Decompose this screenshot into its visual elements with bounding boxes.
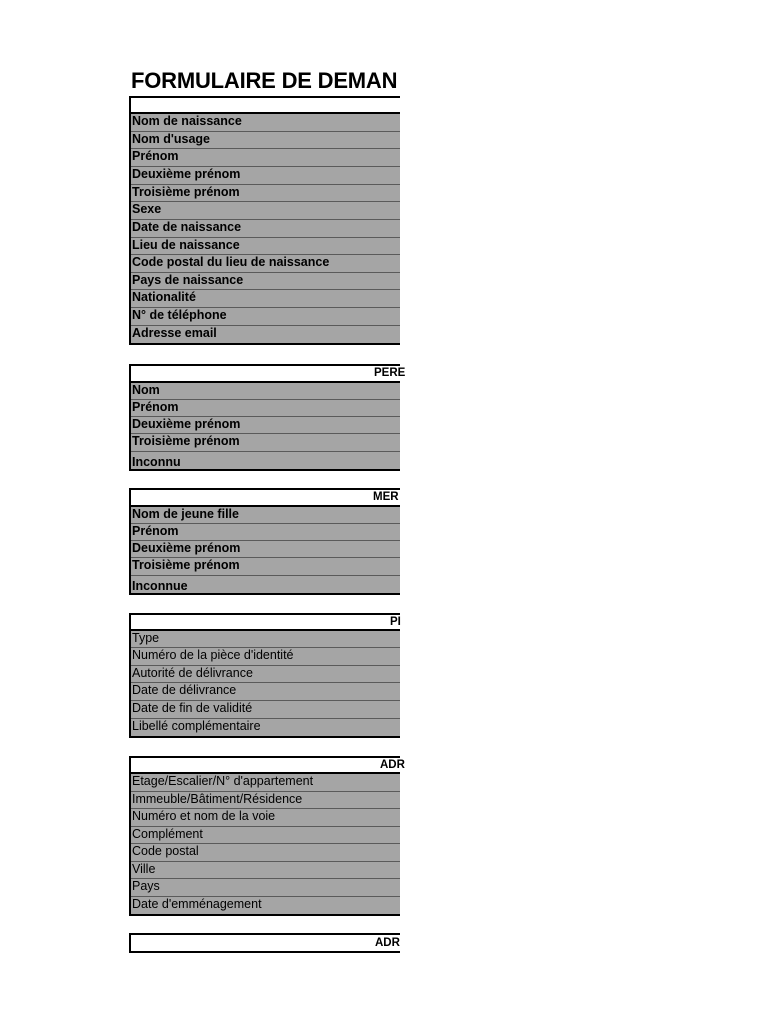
field-list xyxy=(129,114,400,345)
field-row[interactable]: Nom d'usage xyxy=(131,132,400,149)
field-row[interactable]: Troisième prénom xyxy=(131,434,400,452)
field-row[interactable]: Deuxième prénom xyxy=(131,417,400,434)
field-row[interactable]: Numéro de la pièce d'identité xyxy=(131,648,400,666)
field-row[interactable]: Type xyxy=(131,631,400,648)
field-row[interactable]: N° de téléphone xyxy=(131,308,400,326)
field-row[interactable]: Prénom xyxy=(131,524,400,541)
field-row[interactable]: Inconnu xyxy=(131,452,400,469)
section-heading: ADR xyxy=(380,759,405,771)
section-address xyxy=(129,756,405,916)
field-row[interactable]: Adresse email xyxy=(131,326,400,343)
field-row[interactable]: Nom de jeune fille xyxy=(131,507,400,524)
field-list xyxy=(129,631,400,738)
section-identity xyxy=(129,96,400,345)
field-row[interactable]: Numéro et nom de la voie xyxy=(131,809,400,827)
field-row[interactable]: Etage/Escalier/N° d'appartement xyxy=(131,774,400,792)
section-mother xyxy=(129,488,400,595)
field-row[interactable]: Immeuble/Bâtiment/Résidence xyxy=(131,792,400,809)
field-row[interactable]: Nationalité xyxy=(131,290,400,308)
section-header xyxy=(129,613,400,631)
field-row[interactable]: Lieu de naissance xyxy=(131,238,400,255)
field-list xyxy=(129,774,400,916)
form-title: FORMULAIRE DE DEMAN xyxy=(131,68,398,93)
section-address-2 xyxy=(129,933,400,953)
section-id-document xyxy=(129,613,400,738)
field-row[interactable]: Troisième prénom xyxy=(131,185,400,202)
field-row[interactable]: Prénom xyxy=(131,400,400,417)
field-row[interactable]: Inconnue xyxy=(131,576,400,593)
section-father xyxy=(129,364,406,471)
field-row[interactable]: Complément xyxy=(131,827,400,844)
field-list xyxy=(129,383,400,471)
section-heading: ADR xyxy=(375,937,400,949)
section-header xyxy=(129,933,400,953)
field-row[interactable]: Sexe xyxy=(131,202,400,220)
field-row[interactable]: Date d'emménagement xyxy=(131,897,400,914)
field-row[interactable]: Deuxième prénom xyxy=(131,541,400,558)
section-header xyxy=(129,488,400,507)
section-heading: PERE xyxy=(374,367,406,379)
field-row[interactable]: Nom de naissance xyxy=(131,114,400,132)
field-row[interactable]: Prénom xyxy=(131,149,400,167)
section-heading: PI xyxy=(390,616,401,628)
field-row[interactable]: Date de délivrance xyxy=(131,683,400,701)
field-row[interactable]: Code postal du lieu de naissance xyxy=(131,255,400,273)
section-header xyxy=(129,756,405,774)
field-row[interactable]: Libellé complémentaire xyxy=(131,719,400,736)
field-row[interactable]: Pays xyxy=(131,879,400,897)
field-row[interactable]: Date de fin de validité xyxy=(131,701,400,719)
section-header xyxy=(129,364,406,383)
field-list xyxy=(129,507,400,595)
field-row[interactable]: Pays de naissance xyxy=(131,273,400,290)
field-row[interactable]: Ville xyxy=(131,862,400,879)
field-row[interactable]: Troisième prénom xyxy=(131,558,400,576)
field-row[interactable]: Autorité de délivrance xyxy=(131,666,400,683)
field-row[interactable]: Code postal xyxy=(131,844,400,862)
section-header xyxy=(129,96,400,114)
field-row[interactable]: Date de naissance xyxy=(131,220,400,238)
section-heading: MER xyxy=(373,491,399,503)
field-row[interactable]: Deuxième prénom xyxy=(131,167,400,185)
field-row[interactable]: Nom xyxy=(131,383,400,400)
